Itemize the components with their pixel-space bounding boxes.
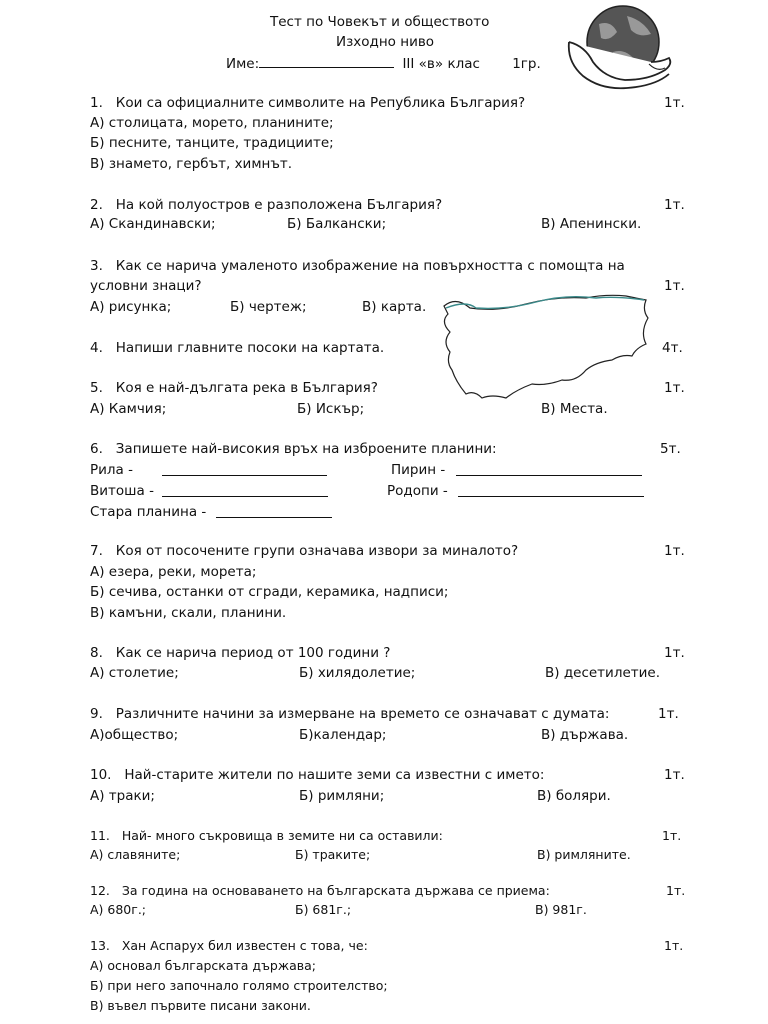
points-8: 1т.: [664, 645, 685, 661]
option-7b[interactable]: Б) сечива, останки от сгради, керамика, надписи;: [90, 584, 449, 600]
answer-stara-planina[interactable]: [216, 505, 332, 518]
option-13b[interactable]: Б) при него започнало голямо строителство;: [90, 978, 388, 993]
option-13a[interactable]: А) основал българската държава;: [90, 958, 316, 973]
question-9: 9. Различните начини за измерване на времето се означават с думата:: [90, 706, 610, 722]
option-9c[interactable]: В) държава.: [541, 727, 629, 743]
question-6: 6. Запишете най-високия връх на изброените планини:: [90, 441, 497, 457]
option-10a[interactable]: А) траки;: [90, 788, 155, 804]
points-7: 1т.: [664, 543, 685, 559]
question-11: 11. Най- много съкровища в земите ни са оставили:: [90, 828, 443, 843]
option-12a[interactable]: А) 680г.;: [90, 902, 147, 917]
group-label: 1гр.: [512, 56, 541, 72]
question-13: 13. Хан Аспарух бил известен с това, че:: [90, 938, 368, 953]
points-1: 1т.: [664, 95, 685, 111]
option-3b[interactable]: Б) чертеж;: [230, 299, 307, 315]
option-12c[interactable]: В) 981г.: [535, 902, 587, 917]
option-5a[interactable]: А) Камчия;: [90, 401, 167, 417]
points-13: 1т.: [664, 938, 684, 953]
option-10b[interactable]: Б) римляни;: [299, 788, 385, 804]
question-7: 7. Коя от посочените групи означава извори за миналото?: [90, 543, 519, 559]
option-3a[interactable]: А) рисунка;: [90, 299, 172, 315]
answer-rila[interactable]: [162, 463, 327, 476]
answer-rodopi[interactable]: [458, 484, 644, 497]
option-9b[interactable]: Б)календар;: [299, 727, 387, 743]
points-10: 1т.: [664, 767, 685, 783]
points-2: 1т.: [664, 197, 685, 213]
question-2: 2. На кой полуостров е разположена България?: [90, 197, 443, 213]
option-8b[interactable]: Б) хилядолетие;: [299, 665, 416, 681]
points-5: 1т.: [664, 380, 685, 396]
option-5c[interactable]: В) Места.: [541, 401, 608, 417]
option-9a[interactable]: А)общество;: [90, 727, 179, 743]
question-5: 5. Коя е най-дългата река в България?: [90, 380, 378, 396]
option-2c[interactable]: В) Апенински.: [541, 216, 642, 232]
option-7a[interactable]: А) езера, реки, морета;: [90, 564, 257, 580]
question-4: 4. Напиши главните посоки на картата.: [90, 340, 385, 356]
mountain-rodopi: Родопи -: [387, 483, 448, 499]
option-8c[interactable]: В) десетилетие.: [545, 665, 660, 681]
points-11: 1т.: [662, 828, 682, 843]
question-3: 3. Как се нарича умаленото изображение на повърхността с помощта на: [90, 258, 625, 274]
option-11b[interactable]: Б) траките;: [295, 847, 371, 862]
question-3-cont: условни знаци?: [90, 278, 202, 294]
bulgaria-map-outline: [436, 286, 666, 406]
option-2b[interactable]: Б) Балкански;: [287, 216, 387, 232]
option-10c[interactable]: В) боляри.: [537, 788, 611, 804]
points-6: 5т.: [660, 441, 681, 457]
question-1: 1. Кои са официалните символите на Република България?: [90, 95, 526, 111]
option-1b[interactable]: Б) песните, танците, традициите;: [90, 135, 334, 151]
class-label: III «в» клас: [402, 56, 480, 72]
answer-vitosha[interactable]: [162, 484, 328, 497]
name-label: Име:: [226, 56, 260, 72]
option-5b[interactable]: Б) Искър;: [297, 401, 365, 417]
name-blank[interactable]: [259, 55, 394, 68]
option-7c[interactable]: В) камъни, скали, планини.: [90, 605, 287, 621]
page-subtitle: Изходно ниво: [336, 34, 435, 50]
question-8: 8. Как се нарича период от 100 години ?: [90, 645, 391, 661]
option-1c[interactable]: В) знамето, гербът, химнът.: [90, 156, 293, 172]
points-12: 1т.: [666, 883, 686, 898]
points-4: 4т.: [662, 340, 683, 356]
option-11c[interactable]: В) римляните.: [537, 847, 631, 862]
option-8a[interactable]: А) столетие;: [90, 665, 179, 681]
option-2a[interactable]: А) Скандинавски;: [90, 216, 216, 232]
mountain-stara-planina: Стара планина -: [90, 504, 207, 520]
answer-pirin[interactable]: [456, 463, 642, 476]
option-11a[interactable]: А) славяните;: [90, 847, 181, 862]
page-title: Тест по Човекът и обществото: [270, 14, 490, 30]
question-12: 12. За година на основаването на българската държава се приема:: [90, 883, 550, 898]
option-12b[interactable]: Б) 681г.;: [295, 902, 352, 917]
globe-in-hand-icon: [565, 2, 675, 92]
option-3c[interactable]: В) карта.: [362, 299, 427, 315]
option-1a[interactable]: А) столицата, морето, планините;: [90, 115, 334, 131]
mountain-pirin: Пирин -: [391, 462, 446, 478]
mountain-vitosha: Витоша -: [90, 483, 154, 499]
student-info-line: [226, 55, 541, 72]
question-10: 10. Най-старите жители по нашите земи са известни с името:: [90, 767, 545, 783]
option-13c[interactable]: В) въвел първите писани закони.: [90, 998, 311, 1013]
mountain-rila: Рила -: [90, 462, 133, 478]
points-3: 1т.: [664, 278, 685, 294]
points-9: 1т.: [658, 706, 679, 722]
